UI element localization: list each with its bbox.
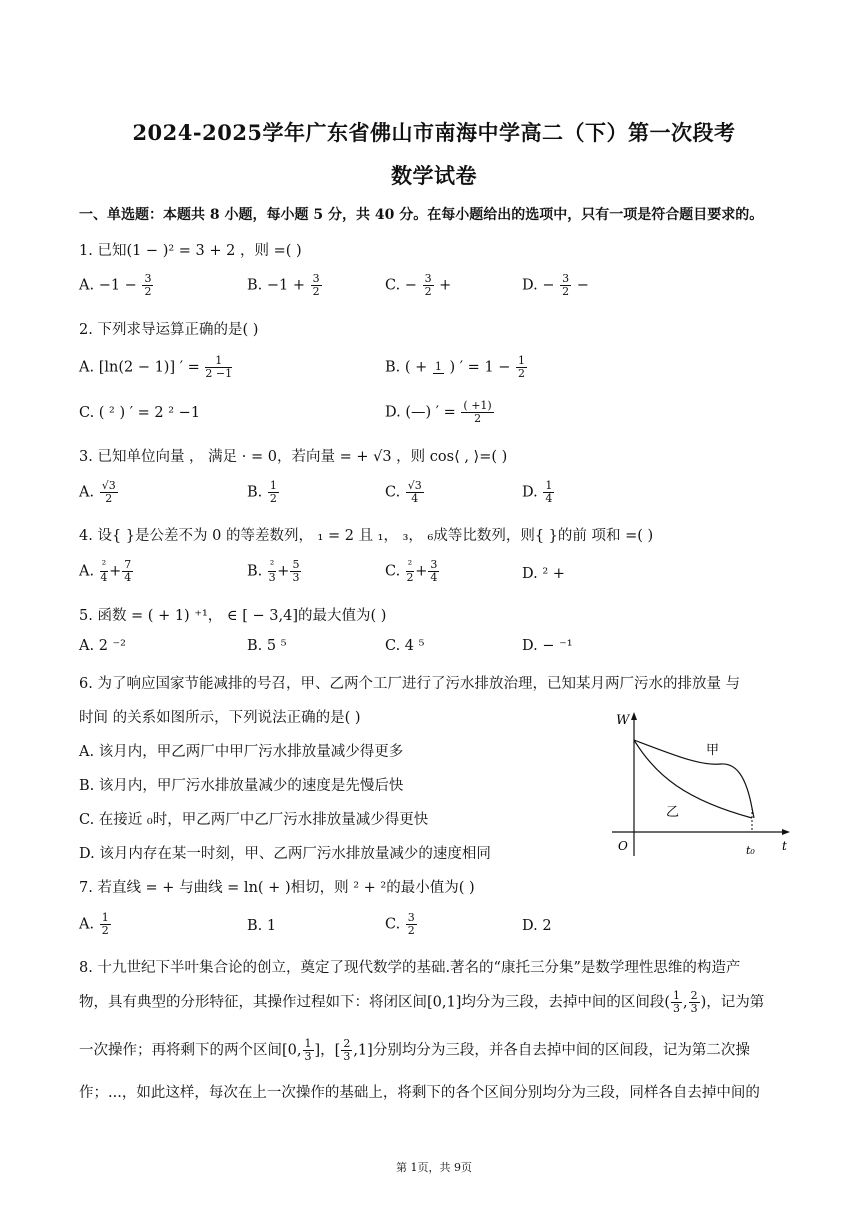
question-7-option-d: D. 2 xyxy=(522,918,552,934)
section-heading: 一、单选题：本题共 8 小题，每小题 5 分，共 40 分。在每小题给出的选项中，只有一项是符合题目要求的。 xyxy=(79,207,764,223)
curve-jia-label: 甲 xyxy=(706,743,720,758)
curve-yi-label: 乙 xyxy=(666,805,680,820)
question-5-option-c: C. 4 ⁵ xyxy=(385,638,425,654)
question-6-option-a: A. 该月内，甲乙两厂中甲厂污水排放量减少得更多 xyxy=(79,744,404,760)
question-1-option-b: B. −1 + $\frac{3}{2}$ xyxy=(247,272,320,298)
page-subtitle: 数学试卷 xyxy=(391,163,477,188)
question-4-option-b: B. $\frac{\text{²}}{3}$ + $\frac{5}{3}$ xyxy=(247,558,300,584)
question-2-option-b: B. ( + 1 ) ′ = 1 − $\frac{1}{2}$ xyxy=(385,354,526,380)
question-1-option-a: A. −1 − $\frac{3}{2}$ xyxy=(79,272,152,298)
page-title: 2024-2025学年广东省佛山市南海中学高二（下）第一次段考 xyxy=(132,120,736,145)
question-4-stem: 4. 设{ }是公差不为 0 的等差数列， ₁ = 2 且 ₁， ₃， ₆成等比数列，则{ }的前 项和 =( ) xyxy=(79,528,654,544)
question-4-option-a: A. $\frac{\text{²}}{4}$ + $\frac{7}{4}$ xyxy=(79,558,132,584)
question-7-option-b: B. 1 xyxy=(247,918,277,934)
t0-label: t₀ xyxy=(746,844,755,857)
question-2-option-c: C. ( ² ) ′ = 2 ² −1 xyxy=(79,405,201,421)
question-8-line-4: 作；...，如此这样，每次在上一次操作的基础上，将剩下的各个区间分别均分为三段，同样各自去掉中间的 xyxy=(79,1085,760,1101)
y-axis-label: W xyxy=(616,713,630,728)
question-7-stem: 7. 若直线 = + 与曲线 = ln( + )相切，则 ² + ²的最小值为( ) xyxy=(79,880,475,896)
question-4-option-c: C. $\frac{\text{²}}{2}$ + $\frac{3}{4}$ xyxy=(385,558,438,584)
question-1-stem: 1. 已知(1 − )² = 3 + 2 ，则 =( ) xyxy=(79,243,302,259)
question-1-option-c: C. − $\frac{3}{2}$ + xyxy=(385,272,452,298)
x-axis-label: t xyxy=(782,839,787,853)
question-6-option-c: C. 在接近 ₀时，甲乙两厂中乙厂污水排放量减少得更快 xyxy=(79,812,429,828)
question-5-option-d: D. − ⁻¹ xyxy=(522,638,573,654)
page-footer: 第 1页，共 9页 xyxy=(396,1161,472,1174)
question-8-line-1: 8. 十九世纪下半叶集合论的创立，奠定了现代数学的基础.著名的“康托三分集”是数学理性思维的构造产 xyxy=(79,960,741,976)
question-7-option-c: C. $\frac{3}{2}$ xyxy=(385,911,415,937)
question-2-option-a: A. [ln(2 − 1)] ′ = $\frac{1}{2 -1}$ xyxy=(79,354,233,380)
curve-jia xyxy=(634,740,754,818)
question-8-line-3: 一次操作；再将剩下的两个区间[0, $\frac{1}{3}$ ]，[ $\frac{2}{3}$ ,1]分别均分为三段，并各自去掉中间的区间段，记为第二次操 xyxy=(79,1037,750,1063)
question-4-option-d: D. ² + xyxy=(522,566,565,582)
curve-yi xyxy=(634,740,752,818)
question-8-line-2: 物，具有典型的分形特征，其操作过程如下：将闭区间[0,1]均分为三段，去掉中间的区间段( $\frac{1}{3}$ , $\frac{2}{3}$ )，记为第 xyxy=(79,989,765,1015)
question-6-option-d: D. 该月内存在某一时刻，甲、乙两厂污水排放量减少的速度相同 xyxy=(79,846,491,862)
question-5-option-b: B. 5 ⁵ xyxy=(247,638,287,654)
question-6-option-b: B. 该月内，甲厂污水排放量减少的速度是先慢后快 xyxy=(79,778,404,794)
question-3-option-d: D. $\frac{1}{4}$ xyxy=(522,479,553,505)
question-3-option-a: A. $\frac{√3}{2}$ xyxy=(79,479,116,505)
question-5-stem: 5. 函数 = ( + 1) ⁺¹， ∈ [ − 3,4]的最大值为( ) xyxy=(79,608,387,624)
question-2-stem: 2. 下列求导运算正确的是( ) xyxy=(79,322,259,338)
origin-label: O xyxy=(618,839,628,853)
question-2-option-d: D. (—) ′ = $\frac{( +1)}{2}$ xyxy=(385,399,492,425)
question-3-stem: 3. 已知单位向量 ， 满足 · = 0，若向量 = + √3 ，则 cos⟨ , ⟩=( ) xyxy=(79,449,508,465)
x-axis-arrow xyxy=(782,829,790,835)
question-6-stem-line-1: 6. 为了响应国家节能减排的号召，甲、乙两个工厂进行了污水排放治理，已知某月两厂污水的排放量 与 xyxy=(79,676,741,692)
question-7-option-a: A. $\frac{1}{2}$ xyxy=(79,911,109,937)
y-axis-arrow xyxy=(631,712,637,720)
question-3-option-c: C. $\frac{√3}{4}$ xyxy=(385,479,422,505)
question-5-option-a: A. 2 ⁻² xyxy=(79,638,126,654)
question-6-stem-line-2: 时间 的关系如图所示，下列说法正确的是( ) xyxy=(79,710,361,726)
question-1-option-d: D. − $\frac{3}{2}$ − xyxy=(522,272,589,298)
question-3-option-b: B. $\frac{1}{2}$ xyxy=(247,479,277,505)
pollution-graph xyxy=(606,708,796,863)
